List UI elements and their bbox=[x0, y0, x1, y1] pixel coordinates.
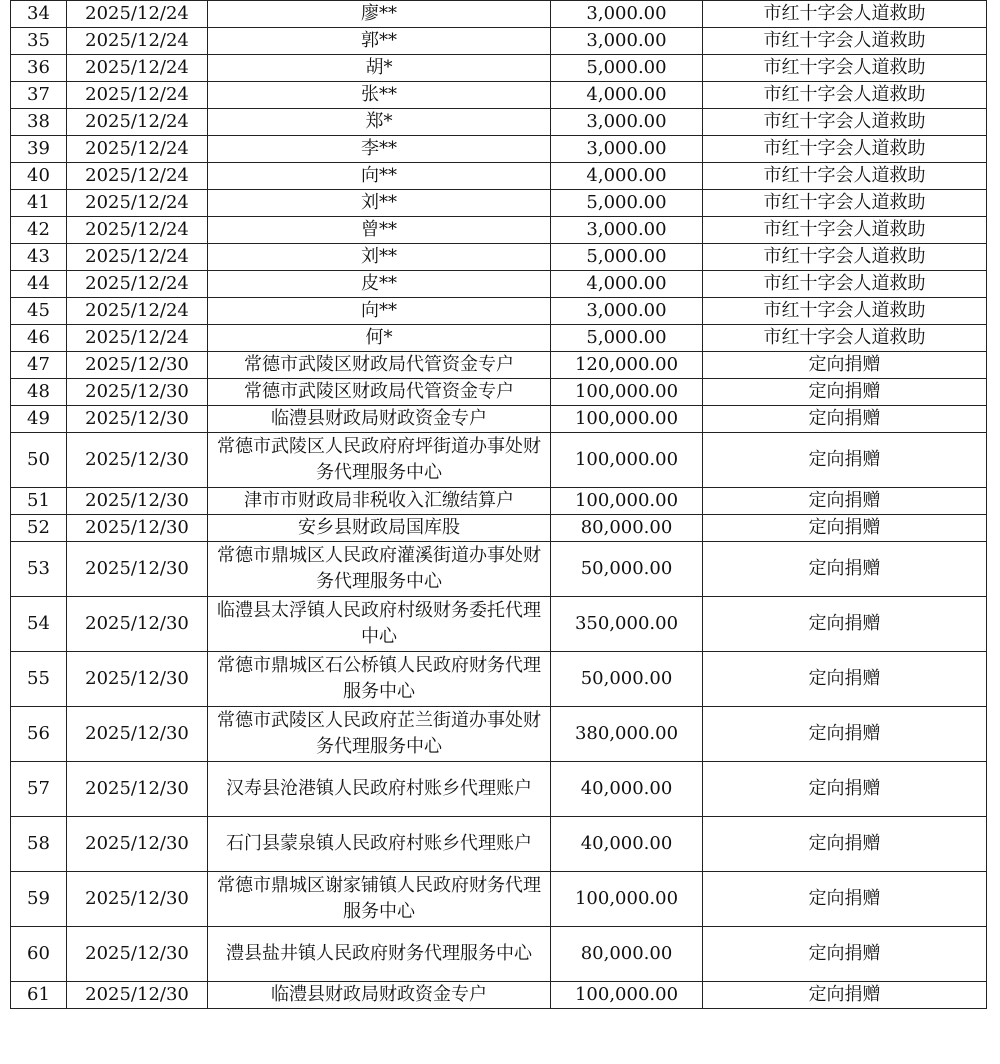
donor-name-cell: 李** bbox=[208, 136, 551, 163]
donation-table-body bbox=[11, 1, 987, 1009]
table-row bbox=[11, 136, 987, 163]
amount-cell: 100,000.00 bbox=[551, 433, 703, 488]
purpose-cell: 市红十字会人道救助 bbox=[703, 55, 987, 82]
amount-cell: 5,000.00 bbox=[551, 55, 703, 82]
date-cell: 2025/12/30 bbox=[67, 515, 208, 542]
donor-name-cell: 临澧县财政局财政资金专户 bbox=[208, 982, 551, 1009]
table-row bbox=[11, 298, 987, 325]
donor-name-cell: 常德市武陵区人民政府芷兰街道办事处财务代理服务中心 bbox=[208, 707, 551, 762]
date-cell: 2025/12/24 bbox=[67, 190, 208, 217]
row-index-cell: 45 bbox=[11, 298, 67, 325]
date-cell: 2025/12/30 bbox=[67, 927, 208, 982]
donation-table bbox=[10, 0, 987, 1009]
amount-cell: 100,000.00 bbox=[551, 982, 703, 1009]
purpose-cell: 定向捐赠 bbox=[703, 515, 987, 542]
row-index-cell: 42 bbox=[11, 217, 67, 244]
row-index-cell: 53 bbox=[11, 542, 67, 597]
purpose-cell: 定向捐赠 bbox=[703, 817, 987, 872]
amount-cell: 3,000.00 bbox=[551, 298, 703, 325]
table-row bbox=[11, 817, 987, 872]
date-cell: 2025/12/24 bbox=[67, 298, 208, 325]
date-cell: 2025/12/30 bbox=[67, 488, 208, 515]
purpose-cell: 定向捐赠 bbox=[703, 433, 987, 488]
purpose-cell: 市红十字会人道救助 bbox=[703, 190, 987, 217]
purpose-cell: 定向捐赠 bbox=[703, 872, 987, 927]
amount-cell: 3,000.00 bbox=[551, 136, 703, 163]
amount-cell: 3,000.00 bbox=[551, 28, 703, 55]
row-index-cell: 55 bbox=[11, 652, 67, 707]
row-index-cell: 60 bbox=[11, 927, 67, 982]
table-row bbox=[11, 352, 987, 379]
table-row bbox=[11, 163, 987, 190]
donor-name-cell: 石门县蒙泉镇人民政府村账乡代理账户 bbox=[208, 817, 551, 872]
amount-cell: 380,000.00 bbox=[551, 707, 703, 762]
date-cell: 2025/12/30 bbox=[67, 762, 208, 817]
date-cell: 2025/12/24 bbox=[67, 28, 208, 55]
purpose-cell: 定向捐赠 bbox=[703, 597, 987, 652]
row-index-cell: 52 bbox=[11, 515, 67, 542]
table-row bbox=[11, 82, 987, 109]
date-cell: 2025/12/24 bbox=[67, 271, 208, 298]
row-index-cell: 61 bbox=[11, 982, 67, 1009]
row-index-cell: 36 bbox=[11, 55, 67, 82]
amount-cell: 40,000.00 bbox=[551, 762, 703, 817]
date-cell: 2025/12/30 bbox=[67, 872, 208, 927]
table-row bbox=[11, 927, 987, 982]
row-index-cell: 46 bbox=[11, 325, 67, 352]
purpose-cell: 市红十字会人道救助 bbox=[703, 163, 987, 190]
purpose-cell: 定向捐赠 bbox=[703, 707, 987, 762]
amount-cell: 5,000.00 bbox=[551, 325, 703, 352]
amount-cell: 50,000.00 bbox=[551, 542, 703, 597]
donor-name-cell: 津市市财政局非税收入汇缴结算户 bbox=[208, 488, 551, 515]
table-row bbox=[11, 488, 987, 515]
purpose-cell: 定向捐赠 bbox=[703, 488, 987, 515]
donor-name-cell: 胡* bbox=[208, 55, 551, 82]
date-cell: 2025/12/30 bbox=[67, 379, 208, 406]
donor-name-cell: 向** bbox=[208, 163, 551, 190]
donor-name-cell: 临澧县太浮镇人民政府村级财务委托代理中心 bbox=[208, 597, 551, 652]
donor-name-cell: 常德市武陵区财政局代管资金专户 bbox=[208, 379, 551, 406]
row-index-cell: 47 bbox=[11, 352, 67, 379]
date-cell: 2025/12/30 bbox=[67, 707, 208, 762]
table-row bbox=[11, 109, 987, 136]
date-cell: 2025/12/24 bbox=[67, 1, 208, 28]
donor-name-cell: 汉寿县沧港镇人民政府村账乡代理账户 bbox=[208, 762, 551, 817]
table-row bbox=[11, 515, 987, 542]
purpose-cell: 市红十字会人道救助 bbox=[703, 109, 987, 136]
row-index-cell: 44 bbox=[11, 271, 67, 298]
donor-name-cell: 郑* bbox=[208, 109, 551, 136]
table-row bbox=[11, 872, 987, 927]
row-index-cell: 57 bbox=[11, 762, 67, 817]
amount-cell: 40,000.00 bbox=[551, 817, 703, 872]
amount-cell: 80,000.00 bbox=[551, 515, 703, 542]
row-index-cell: 38 bbox=[11, 109, 67, 136]
purpose-cell: 市红十字会人道救助 bbox=[703, 325, 987, 352]
donor-name-cell: 刘** bbox=[208, 244, 551, 271]
amount-cell: 100,000.00 bbox=[551, 406, 703, 433]
table-row bbox=[11, 982, 987, 1009]
table-row bbox=[11, 762, 987, 817]
purpose-cell: 定向捐赠 bbox=[703, 406, 987, 433]
donor-name-cell: 何* bbox=[208, 325, 551, 352]
table-row bbox=[11, 244, 987, 271]
amount-cell: 120,000.00 bbox=[551, 352, 703, 379]
amount-cell: 50,000.00 bbox=[551, 652, 703, 707]
date-cell: 2025/12/30 bbox=[67, 652, 208, 707]
date-cell: 2025/12/30 bbox=[67, 817, 208, 872]
date-cell: 2025/12/24 bbox=[67, 217, 208, 244]
purpose-cell: 市红十字会人道救助 bbox=[703, 217, 987, 244]
table-row bbox=[11, 406, 987, 433]
amount-cell: 5,000.00 bbox=[551, 190, 703, 217]
donor-name-cell: 曾** bbox=[208, 217, 551, 244]
donor-name-cell: 澧县盐井镇人民政府财务代理服务中心 bbox=[208, 927, 551, 982]
row-index-cell: 54 bbox=[11, 597, 67, 652]
purpose-cell: 定向捐赠 bbox=[703, 542, 987, 597]
table-row bbox=[11, 1, 987, 28]
donor-name-cell: 常德市武陵区人民政府府坪街道办事处财务代理服务中心 bbox=[208, 433, 551, 488]
row-index-cell: 50 bbox=[11, 433, 67, 488]
row-index-cell: 40 bbox=[11, 163, 67, 190]
row-index-cell: 48 bbox=[11, 379, 67, 406]
purpose-cell: 市红十字会人道救助 bbox=[703, 298, 987, 325]
table-row bbox=[11, 190, 987, 217]
donor-name-cell: 皮** bbox=[208, 271, 551, 298]
purpose-cell: 市红十字会人道救助 bbox=[703, 136, 987, 163]
table-row bbox=[11, 707, 987, 762]
donor-name-cell: 张** bbox=[208, 82, 551, 109]
donor-name-cell: 常德市鼎城区谢家铺镇人民政府财务代理服务中心 bbox=[208, 872, 551, 927]
row-index-cell: 56 bbox=[11, 707, 67, 762]
amount-cell: 100,000.00 bbox=[551, 379, 703, 406]
date-cell: 2025/12/24 bbox=[67, 136, 208, 163]
purpose-cell: 市红十字会人道救助 bbox=[703, 244, 987, 271]
date-cell: 2025/12/24 bbox=[67, 244, 208, 271]
table-row bbox=[11, 217, 987, 244]
donor-name-cell: 向** bbox=[208, 298, 551, 325]
donor-name-cell: 刘** bbox=[208, 190, 551, 217]
amount-cell: 5,000.00 bbox=[551, 244, 703, 271]
donor-name-cell: 廖** bbox=[208, 1, 551, 28]
purpose-cell: 定向捐赠 bbox=[703, 762, 987, 817]
purpose-cell: 市红十字会人道救助 bbox=[703, 28, 987, 55]
table-row bbox=[11, 542, 987, 597]
amount-cell: 3,000.00 bbox=[551, 217, 703, 244]
table-row bbox=[11, 597, 987, 652]
date-cell: 2025/12/24 bbox=[67, 163, 208, 190]
purpose-cell: 定向捐赠 bbox=[703, 982, 987, 1009]
date-cell: 2025/12/24 bbox=[67, 55, 208, 82]
date-cell: 2025/12/30 bbox=[67, 597, 208, 652]
row-index-cell: 41 bbox=[11, 190, 67, 217]
donor-name-cell: 郭** bbox=[208, 28, 551, 55]
purpose-cell: 定向捐赠 bbox=[703, 927, 987, 982]
purpose-cell: 市红十字会人道救助 bbox=[703, 82, 987, 109]
date-cell: 2025/12/24 bbox=[67, 82, 208, 109]
amount-cell: 100,000.00 bbox=[551, 488, 703, 515]
table-row bbox=[11, 379, 987, 406]
donor-name-cell: 临澧县财政局财政资金专户 bbox=[208, 406, 551, 433]
date-cell: 2025/12/30 bbox=[67, 982, 208, 1009]
amount-cell: 80,000.00 bbox=[551, 927, 703, 982]
table-row bbox=[11, 325, 987, 352]
date-cell: 2025/12/30 bbox=[67, 352, 208, 379]
row-index-cell: 49 bbox=[11, 406, 67, 433]
table-row bbox=[11, 55, 987, 82]
date-cell: 2025/12/30 bbox=[67, 542, 208, 597]
amount-cell: 3,000.00 bbox=[551, 1, 703, 28]
amount-cell: 4,000.00 bbox=[551, 163, 703, 190]
amount-cell: 350,000.00 bbox=[551, 597, 703, 652]
row-index-cell: 59 bbox=[11, 872, 67, 927]
amount-cell: 4,000.00 bbox=[551, 82, 703, 109]
row-index-cell: 34 bbox=[11, 1, 67, 28]
row-index-cell: 37 bbox=[11, 82, 67, 109]
date-cell: 2025/12/24 bbox=[67, 109, 208, 136]
date-cell: 2025/12/24 bbox=[67, 325, 208, 352]
donor-name-cell: 常德市鼎城区石公桥镇人民政府财务代理服务中心 bbox=[208, 652, 551, 707]
table-row bbox=[11, 433, 987, 488]
purpose-cell: 市红十字会人道救助 bbox=[703, 271, 987, 298]
row-index-cell: 39 bbox=[11, 136, 67, 163]
amount-cell: 100,000.00 bbox=[551, 872, 703, 927]
row-index-cell: 43 bbox=[11, 244, 67, 271]
purpose-cell: 市红十字会人道救助 bbox=[703, 1, 987, 28]
date-cell: 2025/12/30 bbox=[67, 433, 208, 488]
amount-cell: 3,000.00 bbox=[551, 109, 703, 136]
table-row bbox=[11, 652, 987, 707]
date-cell: 2025/12/30 bbox=[67, 406, 208, 433]
row-index-cell: 51 bbox=[11, 488, 67, 515]
row-index-cell: 58 bbox=[11, 817, 67, 872]
table-row bbox=[11, 28, 987, 55]
table-row bbox=[11, 271, 987, 298]
purpose-cell: 定向捐赠 bbox=[703, 379, 987, 406]
row-index-cell: 35 bbox=[11, 28, 67, 55]
donor-name-cell: 常德市鼎城区人民政府灌溪街道办事处财务代理服务中心 bbox=[208, 542, 551, 597]
purpose-cell: 定向捐赠 bbox=[703, 352, 987, 379]
purpose-cell: 定向捐赠 bbox=[703, 652, 987, 707]
donor-name-cell: 安乡县财政局国库股 bbox=[208, 515, 551, 542]
amount-cell: 4,000.00 bbox=[551, 271, 703, 298]
donor-name-cell: 常德市武陵区财政局代管资金专户 bbox=[208, 352, 551, 379]
